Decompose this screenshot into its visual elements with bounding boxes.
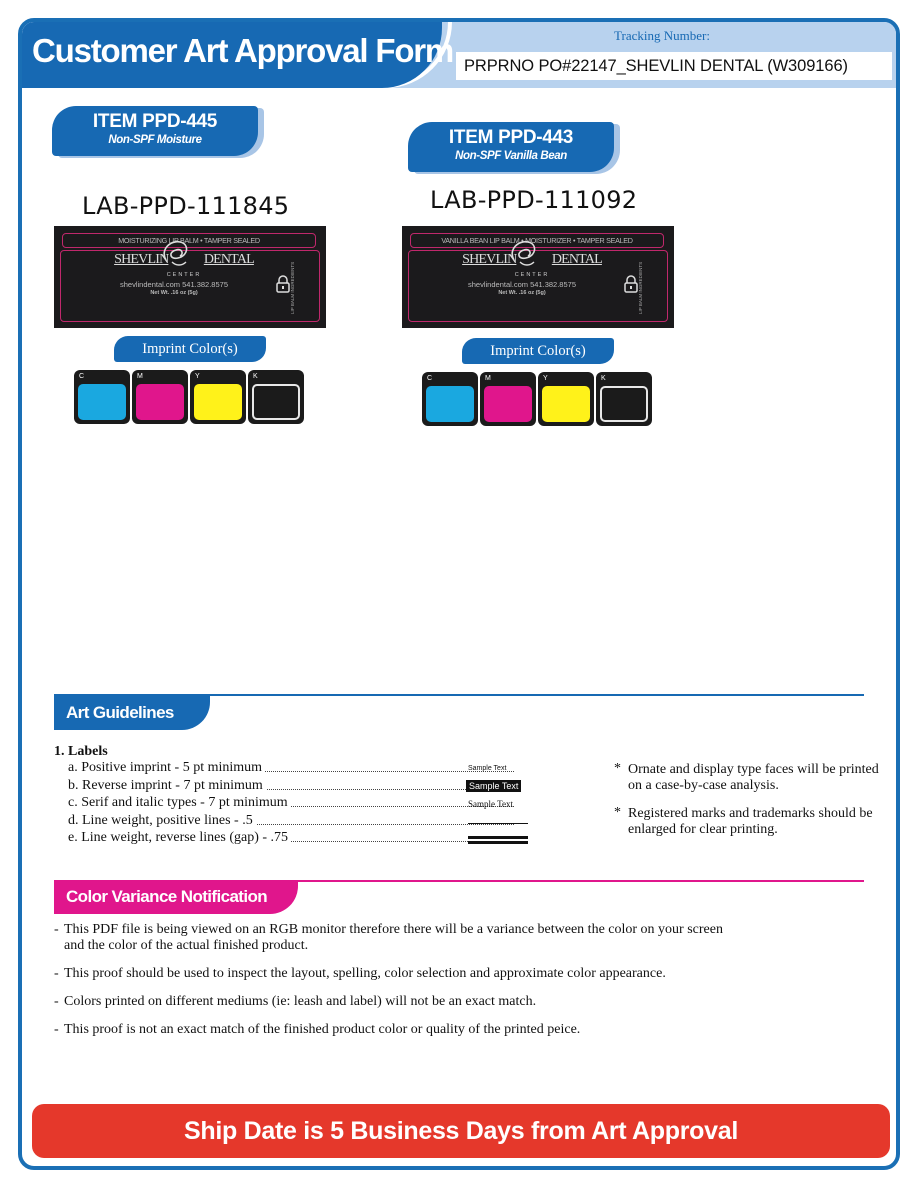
- swatch-magenta: [480, 372, 536, 426]
- swatch-letter: M: [137, 373, 143, 380]
- swatch-fill: [542, 386, 590, 422]
- lock-icon: [276, 274, 290, 294]
- imprint-colors-tab: Imprint Color(s): [462, 338, 614, 364]
- note-item: [612, 762, 896, 793]
- guideline-row: [54, 830, 524, 848]
- swatch-yellow: [538, 372, 594, 426]
- variance-text: This proof is not an exact match of the finished product color or quality of the printed peice.: [64, 1022, 581, 1037]
- swatch-fill: [194, 384, 242, 420]
- form-frame: [18, 18, 900, 1170]
- label-contact: shevlindental.com 541.382.8575: [468, 280, 576, 289]
- variance-dash: -: [54, 994, 59, 1009]
- guideline-row: [54, 813, 524, 831]
- swatch-letter: K: [601, 375, 606, 382]
- note-marker: *: [614, 761, 621, 776]
- swatch-letter: K: [253, 373, 258, 380]
- swatch-cyan: [422, 372, 478, 426]
- variance-item: [54, 994, 834, 1010]
- swatch-cyan: [74, 370, 130, 424]
- note-text: Ornate and display type faces will be printed on a case-by-case analysis.: [628, 762, 879, 793]
- variance-dash: -: [54, 1022, 59, 1037]
- swatch-letter: M: [485, 375, 491, 382]
- brand-sub: CENTER: [514, 272, 550, 278]
- imprint-colors-tab: Imprint Color(s): [114, 336, 266, 362]
- item-tab-ppd-445: [52, 106, 258, 156]
- sample-line-reverse-top: [468, 836, 528, 839]
- swatch-fill: [600, 386, 648, 422]
- item-name: ITEM PPD-445: [92, 111, 218, 132]
- swatch-letter: C: [79, 373, 85, 380]
- brand-name: [114, 252, 254, 268]
- guideline-row: [54, 778, 524, 796]
- guidelines-list: [54, 744, 524, 848]
- brand-sub: CENTER: [166, 272, 202, 278]
- ship-date-banner: Ship Date is 5 Business Days from Art Approval: [32, 1104, 890, 1158]
- variance-text: This PDF file is being viewed on an RGB monitor therefore there will be a variance between the color on your screen and the color of the actual finished product.: [64, 922, 723, 953]
- note-text: Registered marks and trademarks should be enlarged for clear printing.: [628, 806, 873, 837]
- brand-name: [462, 252, 602, 268]
- note-item: [612, 806, 896, 837]
- variance-item: [54, 966, 834, 982]
- page-title: Customer Art Approval Form: [32, 32, 454, 69]
- brand-right: DENTAL: [203, 252, 254, 267]
- swatch-fill: [426, 386, 474, 422]
- lab-code: LAB-PPD-111092: [430, 186, 638, 214]
- swatch-magenta: [132, 370, 188, 424]
- note-marker: *: [614, 805, 621, 820]
- swatch-black: [596, 372, 652, 426]
- label-net-weight: Net Wt. .16 oz (5g): [498, 290, 546, 296]
- swatch-letter: Y: [543, 375, 548, 382]
- label-net-weight: Net Wt. .16 oz (5g): [150, 290, 198, 296]
- variance-item: [54, 1022, 834, 1038]
- lock-icon: [624, 274, 638, 294]
- label-artwork: [402, 226, 674, 328]
- swatch-letter: Y: [195, 373, 200, 380]
- guideline-row: [54, 760, 524, 778]
- variance-item: [54, 922, 834, 954]
- brand-right: DENTAL: [551, 252, 602, 267]
- item-subtitle: Non-SPF Vanilla Bean: [455, 150, 567, 162]
- label-contact: shevlindental.com 541.382.8575: [120, 280, 228, 289]
- swatch-black: [248, 370, 304, 424]
- sample-reverse: Sample Text: [466, 780, 521, 792]
- guideline-text: e. Line weight, reverse lines (gap) - .75: [68, 830, 291, 845]
- guideline-text: c. Serif and italic types - 7 pt minimum: [68, 795, 291, 810]
- sample-line-reverse-bottom: [468, 841, 528, 844]
- item-name: ITEM PPD-443: [448, 127, 574, 148]
- item-subtitle: Non-SPF Moisture: [108, 134, 202, 146]
- guideline-text: a. Positive imprint - 5 pt minimum: [68, 760, 265, 775]
- variance-list: [54, 922, 834, 1050]
- variance-dash: -: [54, 966, 59, 981]
- swatch-fill: [136, 384, 184, 420]
- sample-positive: Sample Text: [468, 765, 507, 772]
- tracking-number: PRPRNO PO#22147_SHEVLIN DENTAL (W309166): [456, 52, 892, 80]
- guidelines-title: Art Guidelines: [54, 696, 210, 730]
- variance-dash: -: [54, 922, 59, 937]
- sample-serif: Sample Text: [468, 799, 513, 809]
- label-artwork: [54, 226, 326, 328]
- guidelines-heading: 1. Labels: [54, 744, 108, 759]
- label-top-text: MOISTURIZING LIP BALM • TAMPER SEALED: [62, 233, 316, 248]
- lab-code: LAB-PPD-111845: [82, 192, 290, 220]
- guideline-text: b. Reverse imprint - 7 pt minimum: [68, 778, 266, 793]
- brand-left: SHEVLIN: [114, 252, 169, 267]
- variance-text: Colors printed on different mediums (ie: leash and label) will not be an exact match.: [64, 994, 537, 1009]
- guidelines-notes: [612, 762, 896, 850]
- title-tab: [22, 22, 454, 88]
- label-side-text: LIP BALM INGREDIENTS: [290, 261, 295, 314]
- item-tab-ppd-443: [408, 122, 614, 172]
- swatch-fill: [484, 386, 532, 422]
- guideline-row: [54, 795, 524, 813]
- variance-text: This proof should be used to inspect the layout, spelling, color selection and approximate color appearance.: [64, 966, 666, 981]
- sample-line-positive: [468, 823, 528, 824]
- tracking-label: Tracking Number:: [614, 28, 710, 43]
- brand-left: SHEVLIN: [462, 252, 517, 267]
- swatch-yellow: [190, 370, 246, 424]
- swatch-fill: [252, 384, 300, 420]
- variance-title: Color Variance Notification: [54, 880, 298, 914]
- swatch-fill: [78, 384, 126, 420]
- label-side-text: LIP BALM INGREDIENTS: [638, 261, 643, 314]
- label-top-text: VANILLA BEAN LIP BALM • MOISTURIZER • TAMPER SEALED: [410, 233, 664, 248]
- guideline-text: d. Line weight, positive lines - .5: [68, 813, 256, 828]
- swatch-letter: C: [427, 375, 433, 382]
